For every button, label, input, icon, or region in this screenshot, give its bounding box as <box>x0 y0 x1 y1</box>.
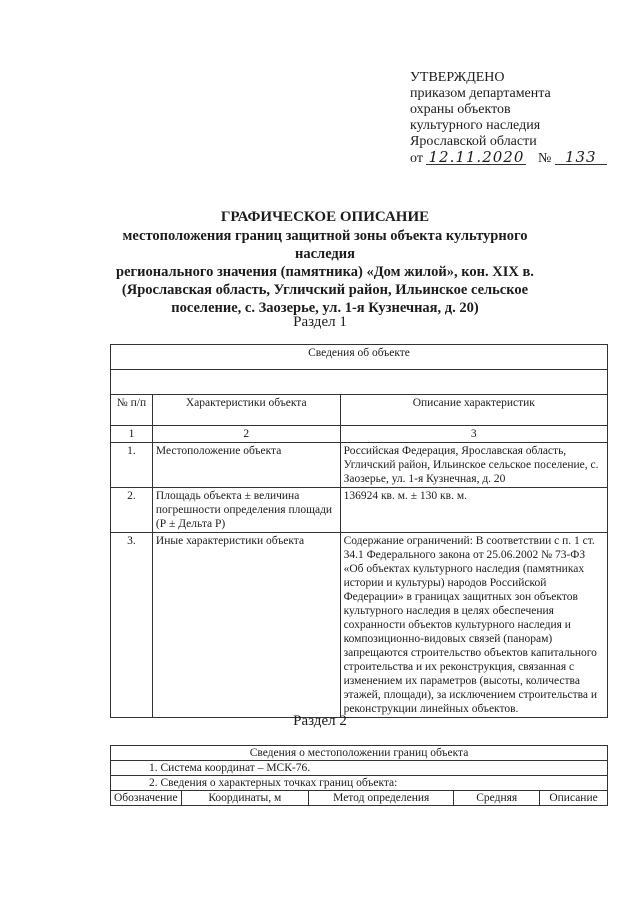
row-number: 1. <box>111 443 153 488</box>
approval-title: УТВЕРЖДЕНО <box>410 70 505 85</box>
approval-line: приказом департамента <box>410 86 551 101</box>
column-number-row <box>111 426 608 443</box>
header-designation: Обозначение <box>111 791 182 806</box>
row-description: Российская Федерация, Ярославская область, Угличский район, Ильинское сельское поселение, с. Заозерье, ул. 1-я Кузнечная, д. 20 <box>340 443 607 488</box>
approval-line: охраны объектов <box>410 102 511 117</box>
row-characteristic: Иные характеристики объекта <box>152 533 340 718</box>
row-number: 3. <box>111 533 153 718</box>
table-caption: Сведения о местоположении границ объекта <box>111 746 608 761</box>
table-caption: Сведения об объекте <box>111 345 608 370</box>
document-title <box>100 208 550 317</box>
empty-row <box>111 370 608 395</box>
table-row <box>111 488 608 533</box>
approval-number: 133 <box>555 150 607 165</box>
title-line: регионального значения (памятника) «Дом жилой», кон. XIX в. <box>116 264 534 280</box>
table-header-row <box>111 791 608 806</box>
title-heading: ГРАФИЧЕСКОЕ ОПИСАНИЕ <box>220 209 430 225</box>
approval-stamp <box>410 70 630 167</box>
header-description: Описание характеристик <box>340 395 607 426</box>
coordinate-system-row: 1. Система координат – МСК-76. <box>111 761 608 776</box>
approval-line: Ярославской области <box>410 134 537 149</box>
section-2-title: Раздел 2 <box>293 713 347 729</box>
col-number: 1 <box>111 426 153 443</box>
row-description: 136924 кв. м. ± 130 кв. м. <box>340 488 607 533</box>
header-method: Метод определения <box>309 791 454 806</box>
col-number: 2 <box>152 426 340 443</box>
date-prefix: от <box>410 151 423 166</box>
table-header-row <box>111 395 608 426</box>
col-number: 3 <box>340 426 607 443</box>
title-line: местоположения границ защитной зоны объекта культурного наследия <box>122 228 528 262</box>
approval-date-line <box>410 150 630 167</box>
boundary-info-table <box>110 745 608 806</box>
title-line: поселение, с. Заозерье, ул. 1-я Кузнечная, д. 20) <box>171 300 479 316</box>
row-description: Содержание ограничений: В соответствии с п. 1 ст. 34.1 Федерального закона от 25.06.2002 № 73-ФЗ «Об объектах культурного наследия (памятниках истории и культуры) народов Российской Федерации» в границах защитных зон объектов культурного наследия в целях обеспечения сохранности объектов культурного наследия и композиционно-видовых связей (панорам) запрещаются строительство объектов капитального строительства и их реконструкция, связанная с изменением их параметров (высоты, количества этажей, площади), за исключением строительства и реконструкции линейных объектов. <box>340 533 607 718</box>
object-info-table <box>110 344 608 718</box>
section-1-title: Раздел 1 <box>293 314 347 330</box>
row-characteristic: Площадь объекта ± величина погрешности определения площади (Р ± Дельта Р) <box>152 488 340 533</box>
title-line: (Ярославская область, Угличский район, Ильинское сельское <box>121 282 529 298</box>
header-description: Описание <box>540 791 608 806</box>
header-characteristic: Характеристики объекта <box>152 395 340 426</box>
points-info-row: 2. Сведения о характерных точках границ объекта: <box>111 776 608 791</box>
number-prefix: № <box>537 151 552 166</box>
approval-date: 12.11.2020 <box>426 150 526 165</box>
row-number: 2. <box>111 488 153 533</box>
header-coordinates: Координаты, м <box>181 791 309 806</box>
table-row <box>111 443 608 488</box>
row-characteristic: Местоположение объекта <box>152 443 340 488</box>
header-num: № п/п <box>111 395 153 426</box>
header-average: Средняя <box>454 791 540 806</box>
table-row <box>111 533 608 718</box>
approval-line: культурного наследия <box>410 118 541 133</box>
